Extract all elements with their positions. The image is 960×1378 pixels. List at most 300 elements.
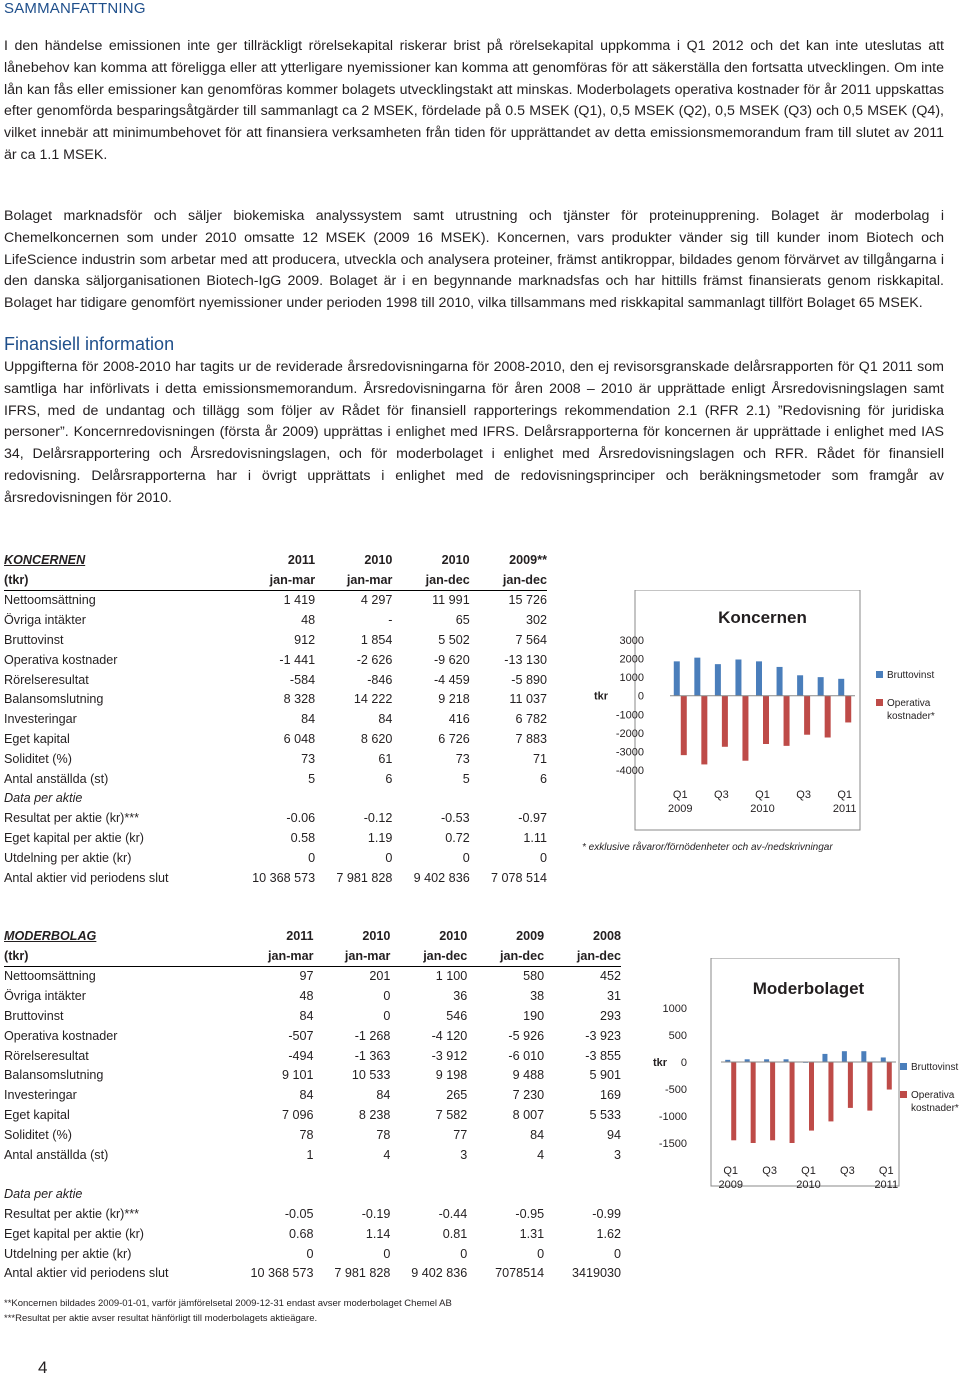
footnote-2: ***Resultat per aktie avser resultat hänförligt till moderbolagets aktieägare. — [4, 1313, 318, 1324]
row-label: Balansomslutning — [4, 692, 104, 707]
table-row — [4, 1105, 621, 1125]
row-label: Operativa kostnader — [4, 1028, 118, 1043]
table-row — [4, 986, 621, 1006]
cell-value: 4 — [537, 1147, 545, 1162]
cell-value: -0.44 — [438, 1207, 468, 1222]
cell-value: 1 100 — [435, 969, 468, 984]
period-header: jan-dec — [544, 946, 621, 966]
bar-operativa-kostnader — [770, 1062, 775, 1140]
cell-value: 6 782 — [515, 712, 547, 727]
x-tick-label: Q1 — [837, 789, 853, 801]
bar-operativa-kostnader — [731, 1062, 736, 1140]
cell-value: 3 — [613, 1147, 621, 1162]
cell-value: -5 926 — [508, 1028, 545, 1043]
cell-value: 5 901 — [589, 1068, 621, 1083]
year-header: 2010 — [362, 928, 391, 943]
bar-operativa-kostnader — [790, 1062, 795, 1143]
table-period-row — [4, 570, 547, 590]
table-row — [4, 670, 547, 690]
moderbolag-table — [4, 926, 621, 1283]
x-tick-label-year: 2011 — [832, 803, 857, 815]
table-row — [4, 1066, 621, 1086]
bar-bruttovinst — [797, 675, 803, 695]
row-label: Antal anställda (st) — [4, 1147, 109, 1162]
row-label: Utdelning per aktie (kr) — [4, 850, 132, 865]
cell-value: -0.19 — [361, 1207, 391, 1222]
cell-value: 36 — [453, 989, 468, 1004]
year-header: 2009 — [516, 928, 545, 943]
cell-value: 1.19 — [367, 831, 393, 846]
cell-value: 0.68 — [289, 1226, 314, 1241]
x-tick-label: Q3 — [762, 1165, 777, 1177]
cell-value: 0 — [460, 1246, 468, 1261]
cell-value — [238, 789, 315, 809]
cell-value: 31 — [606, 989, 621, 1004]
cell-value: -494 — [288, 1048, 314, 1063]
cell-value: -4 459 — [433, 672, 470, 687]
cell-value: 48 — [299, 989, 314, 1004]
table-row — [4, 729, 547, 749]
bar-operativa-kostnader — [751, 1062, 756, 1143]
cell-value: 7 230 — [512, 1088, 545, 1103]
chart-footnote: * exklusive råvaror/förnödenheter och av-/nedskrivningar — [582, 842, 833, 853]
table-row — [4, 610, 547, 630]
koncernen-table — [4, 550, 547, 888]
x-tick-label: Q1 — [723, 1165, 739, 1177]
cell-value: -4 120 — [431, 1028, 468, 1043]
table-row — [4, 690, 547, 710]
row-label: Nettoomsättning — [4, 593, 96, 608]
legend-label: Operativa — [911, 1090, 955, 1101]
section-title: SAMMANFATTNING — [4, 0, 146, 17]
legend-swatch — [900, 1063, 907, 1070]
row-label: Bruttovinst — [4, 1009, 64, 1024]
legend-swatch — [876, 699, 883, 706]
cell-value: 9 101 — [282, 1068, 314, 1083]
cell-value: -0.99 — [592, 1207, 621, 1222]
period-header: jan-dec — [392, 570, 469, 590]
cell-value — [390, 1184, 467, 1204]
table-row — [4, 848, 547, 868]
cell-value: -0.53 — [440, 811, 470, 826]
cell-value — [544, 1184, 621, 1204]
cell-value: -9 620 — [433, 652, 470, 667]
cell-value: -2 626 — [356, 652, 393, 667]
row-label: Soliditet (%) — [4, 1127, 72, 1142]
row-label: Antal aktier vid periodens slut — [4, 1266, 169, 1281]
cell-value: 0 — [537, 1246, 545, 1261]
y-tick-label: -4000 — [615, 765, 644, 777]
cell-value: 9 488 — [512, 1068, 545, 1083]
x-tick-label: Q1 — [801, 1165, 816, 1177]
cell-value: 9 198 — [435, 1068, 468, 1083]
table-row — [4, 1165, 621, 1185]
cell-value: -1 363 — [354, 1048, 391, 1063]
row-label: Antal aktier vid periodens slut — [4, 870, 169, 885]
x-tick-label-year: 2010 — [796, 1179, 821, 1191]
table-title: KONCERNEN — [4, 552, 86, 567]
y-tick-label: -1500 — [658, 1138, 687, 1150]
x-tick-label-year: 2010 — [750, 803, 775, 815]
cell-value: 0 — [385, 850, 393, 865]
y-tick-label: 2000 — [619, 653, 644, 666]
cell-value: 7 883 — [515, 732, 547, 747]
row-label: Eget kapital — [4, 1108, 70, 1123]
cell-value: 15 726 — [508, 593, 547, 608]
cell-value: 0 — [306, 1246, 314, 1261]
cell-value — [392, 789, 469, 809]
cell-value: 201 — [369, 969, 391, 984]
year-header: 2010 — [441, 552, 470, 567]
y-tick-label: -1000 — [658, 1111, 687, 1123]
cell-value: 5 — [308, 771, 316, 786]
row-label: Eget kapital per aktie (kr) — [4, 831, 144, 846]
koncernen-chart — [580, 590, 960, 845]
cell-value: 8 328 — [283, 692, 316, 707]
table-row — [4, 1184, 621, 1204]
table-row — [4, 789, 547, 809]
cell-value: -3 923 — [585, 1028, 621, 1043]
y-tick-label: 3000 — [619, 635, 644, 647]
bar-operativa-kostnader — [809, 1062, 814, 1131]
table-title: MODERBOLAG — [4, 928, 97, 943]
cell-value: -3 855 — [585, 1048, 621, 1063]
row-label: Balansomslutning — [4, 1068, 104, 1083]
cell-value: 452 — [599, 969, 621, 984]
row-label: Investeringar — [4, 1088, 77, 1103]
cell-value: 9 218 — [438, 692, 470, 707]
y-tick-label: 0 — [680, 1057, 687, 1069]
paragraph-2: Bolaget marknadsför och säljer biokemiska analyssystem samt utrustning och tjänster för proteinupprening. Bolaget är moderbolag i Chemelkoncernen som under 2010 omsatte 12 MSEK (2009 16 MSEK). Koncernen, vars produkter vänder sig till kunder inom Biotech och LifeScience industrin som arbetar med att producera, utveckla och analysera proteiner, främst antikroppar, bildades genom förvärvet av tillgångarna i den danska säljorganisationen Biotech-IgG 2009. Bolaget är i en begynnande marknadsfas och har hittills främst finansierats genom riskkapital. Bolaget har tidigare genomfört nyemissioner under perioden 1998 till 2010, vilka tillsammans med riskkapital sammanlagt tillfört Bolaget 65 MSEK. — [4, 208, 944, 312]
cell-value — [237, 1184, 314, 1204]
cell-value: 190 — [523, 1009, 545, 1024]
legend-swatch — [876, 671, 883, 678]
period-header: jan-dec — [470, 570, 547, 590]
table-header-row — [4, 550, 547, 570]
cell-value — [314, 1165, 391, 1185]
cell-value: 1 419 — [283, 593, 316, 608]
cell-value — [470, 789, 547, 809]
cell-value: -0.05 — [284, 1207, 314, 1222]
cell-value — [467, 1184, 544, 1204]
year-header: 2008 — [592, 928, 621, 943]
bar-operativa-kostnader — [701, 696, 707, 765]
table-row — [4, 590, 547, 610]
cell-value: 1 — [306, 1147, 314, 1162]
year-header: 2009** — [509, 552, 547, 567]
unit-header: (tkr) — [4, 570, 238, 590]
cell-value: 48 — [301, 613, 316, 628]
period-header: jan-mar — [237, 946, 314, 966]
period-header: jan-dec — [467, 946, 544, 966]
cell-value: 7 564 — [515, 633, 547, 648]
bar-operativa-kostnader — [887, 1062, 892, 1090]
cell-value: -0.95 — [515, 1207, 545, 1222]
row-label: Data per aktie — [4, 791, 83, 806]
table-row — [4, 1006, 621, 1026]
row-label: Rörelseresultat — [4, 672, 89, 687]
x-tick-label-year: 2009 — [718, 1179, 743, 1191]
table-row — [4, 808, 547, 828]
bar-bruttovinst — [838, 679, 844, 696]
cell-value: 3419030 — [571, 1266, 621, 1281]
bar-bruttovinst — [842, 1051, 847, 1062]
cell-value: 5 — [462, 771, 470, 786]
cell-value: 10 533 — [351, 1068, 391, 1083]
period-header: jan-dec — [390, 946, 467, 966]
table-row — [4, 650, 547, 670]
cell-value: 293 — [599, 1009, 621, 1024]
legend-label-cont: kostnader* — [887, 711, 935, 722]
table-row — [4, 1125, 621, 1145]
cell-value — [314, 1184, 391, 1204]
cell-value: 0 — [462, 850, 470, 865]
cell-value: 8 620 — [360, 732, 393, 747]
cell-value: 5 533 — [589, 1108, 621, 1123]
cell-value: 73 — [301, 751, 316, 766]
cell-value: 71 — [532, 751, 547, 766]
cell-value: 9 402 836 — [413, 870, 470, 885]
row-label: Rörelseresultat — [4, 1048, 89, 1063]
cell-value: -5 890 — [511, 672, 547, 687]
finansiell-heading: Finansiell information — [4, 334, 175, 354]
table-row — [4, 828, 547, 848]
cell-value: 78 — [299, 1127, 314, 1142]
cell-value: 0 — [613, 1246, 621, 1261]
row-label: Antal anställda (st) — [4, 771, 109, 786]
cell-value: 546 — [446, 1009, 468, 1024]
cell-value: 169 — [599, 1088, 621, 1103]
cell-value: 4 297 — [360, 593, 393, 608]
bar-operativa-kostnader — [867, 1062, 872, 1111]
cell-value: 0 — [383, 1009, 391, 1024]
x-tick-label: Q3 — [714, 789, 729, 801]
cell-value: 10 368 573 — [252, 870, 316, 885]
legend-label: Bruttovinst — [911, 1062, 959, 1073]
period-header: jan-mar — [314, 946, 391, 966]
cell-value: 3 — [460, 1147, 468, 1162]
cell-value: 0.81 — [442, 1226, 468, 1241]
cell-value: 77 — [453, 1127, 468, 1142]
cell-value: 1 854 — [360, 633, 393, 648]
x-tick-label-year: 2009 — [668, 803, 693, 815]
bar-operativa-kostnader — [742, 696, 748, 761]
bar-bruttovinst — [818, 677, 824, 696]
bar-operativa-kostnader — [845, 696, 851, 723]
cell-value: 84 — [378, 712, 393, 727]
row-label: Utdelning per aktie (kr) — [4, 1246, 132, 1261]
cell-value: 912 — [294, 633, 316, 648]
cell-value: 65 — [455, 613, 470, 628]
cell-value: 7 981 828 — [334, 1266, 391, 1281]
bar-operativa-kostnader — [763, 696, 769, 744]
cell-value: 302 — [525, 613, 547, 628]
cell-value: 8 238 — [358, 1108, 391, 1123]
cell-value: 10 368 573 — [250, 1266, 314, 1281]
table-row — [4, 1026, 621, 1046]
cell-value: 9 402 836 — [411, 1266, 468, 1281]
cell-value: -1 441 — [279, 652, 316, 667]
cell-value: 11 991 — [432, 593, 470, 608]
cell-value: -507 — [288, 1028, 314, 1043]
table-row — [4, 1224, 621, 1244]
cell-value: - — [388, 613, 393, 628]
cell-value: 84 — [299, 1088, 314, 1103]
y-tick-label: -500 — [664, 1084, 687, 1096]
cell-value: 73 — [455, 751, 470, 766]
cell-value: 1.62 — [596, 1226, 621, 1241]
y-axis-label: tkr — [653, 1057, 668, 1069]
x-tick-label: Q1 — [755, 789, 770, 801]
cell-value: 6 — [539, 771, 547, 786]
cell-value: 84 — [299, 1009, 314, 1024]
cell-value: -13 130 — [504, 652, 547, 667]
row-label: Eget kapital — [4, 732, 70, 747]
bar-operativa-kostnader — [722, 696, 728, 747]
legend-label-cont: kostnader* — [911, 1103, 959, 1114]
cell-value — [390, 1165, 467, 1185]
chart-title: Koncernen — [718, 608, 807, 627]
period-header: jan-mar — [315, 570, 392, 590]
bar-bruttovinst — [715, 664, 721, 696]
row-label: Övriga intäkter — [4, 613, 86, 628]
table-row — [4, 630, 547, 650]
row-label: Övriga intäkter — [4, 989, 86, 1004]
cell-value: -1 268 — [354, 1028, 391, 1043]
row-label: Soliditet (%) — [4, 751, 72, 766]
bar-bruttovinst — [735, 660, 741, 696]
cell-value: 0.72 — [445, 831, 470, 846]
bar-bruttovinst — [777, 667, 783, 696]
y-tick-label: -3000 — [615, 746, 644, 759]
bar-operativa-kostnader — [828, 1062, 833, 1121]
y-tick-label: -1000 — [615, 709, 644, 722]
cell-value: 7 096 — [282, 1108, 314, 1123]
cell-value: 97 — [299, 969, 314, 984]
bar-operativa-kostnader — [784, 696, 790, 746]
bar-operativa-kostnader — [804, 696, 810, 735]
period-header: jan-mar — [238, 570, 315, 590]
bar-operativa-kostnader — [848, 1062, 853, 1108]
cell-value: 6 — [385, 771, 393, 786]
cell-value — [467, 1165, 544, 1185]
cell-value: 7 078 514 — [490, 870, 547, 885]
cell-value: 580 — [523, 969, 545, 984]
x-tick-label-year: 2011 — [874, 1179, 899, 1191]
cell-value: 1.31 — [519, 1226, 545, 1241]
row-label: Operativa kostnader — [4, 652, 118, 667]
cell-value: 0 — [383, 989, 391, 1004]
cell-value: 6 048 — [283, 732, 316, 747]
unit-header: (tkr) — [4, 946, 237, 966]
cell-value: 265 — [446, 1088, 468, 1103]
cell-value: 0 — [308, 850, 316, 865]
table-row — [4, 1046, 621, 1066]
cell-value: 84 — [530, 1127, 545, 1142]
row-label: Data per aktie — [4, 1187, 83, 1202]
row-label — [4, 1165, 237, 1185]
table-row — [4, 1264, 621, 1284]
cell-value — [544, 1165, 621, 1185]
row-label: Resultat per aktie (kr)*** — [4, 1207, 140, 1222]
bar-bruttovinst — [674, 661, 680, 695]
cell-value: 1.14 — [365, 1226, 391, 1241]
cell-value: 7078514 — [495, 1266, 545, 1281]
cell-value: -3 912 — [431, 1048, 468, 1063]
year-header: 2011 — [287, 552, 316, 567]
cell-value: 14 222 — [353, 692, 393, 707]
cell-value: -0.12 — [363, 811, 393, 826]
cell-value: 7 981 828 — [336, 870, 393, 885]
x-tick-label: Q3 — [796, 789, 811, 801]
y-tick-label: 500 — [668, 1030, 687, 1042]
cell-value: -6 010 — [508, 1048, 545, 1063]
bar-bruttovinst — [881, 1057, 886, 1062]
bar-operativa-kostnader — [825, 696, 831, 738]
y-tick-label: -2000 — [615, 727, 644, 740]
cell-value: 84 — [301, 712, 316, 727]
cell-value: -846 — [367, 672, 393, 687]
table-row — [4, 1204, 621, 1224]
cell-value: 0 — [383, 1246, 391, 1261]
cell-value: 84 — [376, 1088, 391, 1103]
cell-value: 0 — [539, 850, 547, 865]
x-tick-label: Q1 — [878, 1165, 894, 1177]
table-row — [4, 709, 547, 729]
legend-label: Bruttovinst — [887, 670, 935, 681]
legend-label: Operativa — [887, 698, 931, 709]
cell-value: 6 726 — [438, 732, 470, 747]
bar-bruttovinst — [694, 658, 700, 696]
y-tick-label: 1000 — [662, 1003, 687, 1015]
cell-value: 38 — [530, 989, 545, 1004]
y-tick-label: 1000 — [619, 672, 644, 685]
cell-value — [237, 1165, 314, 1185]
bar-bruttovinst — [861, 1051, 866, 1062]
y-axis-label: tkr — [594, 690, 609, 703]
paragraph-1: I den händelse emissionen inte ger tillräckligt rörelsekapital riskerar brist på rörelsekapital uppkomma i Q1 2012 och det kan inte uteslutas att lånebehov kan komma att föreligga eller att ytterligare nyemissioner kan komma att genomföras för att säkerställa den fortsatta utvecklingen. Om inte lån kan fås eller emissioner kan genomföras kommer bolagets utvecklingstakt att minskas. Moderbolagets operativa kostnader för år 2011 uppskattas efter genomförda besparingsåtgärder till sammanlagt ca 2 MSEK, fördelade på 0.5 MSEK (Q1), 0,5 MSEK (Q2), 0,5 MSEK (Q3) och 0,5 MSEK (Q4), vilket innebär att minimumbehovet för att finansiera verksamheten från tiden för upprättandet av detta emissionsmemorandum fram till slutet av 2011 är ca 1.1 MSEK. — [4, 38, 944, 163]
legend-swatch — [900, 1091, 907, 1098]
cell-value: -0.06 — [286, 811, 316, 826]
cell-value: -584 — [289, 672, 316, 687]
cell-value: 7 582 — [435, 1108, 468, 1123]
table-header-row — [4, 926, 621, 946]
row-label: Eget kapital per aktie (kr) — [4, 1226, 144, 1241]
table-row — [4, 868, 547, 888]
x-tick-label: Q1 — [672, 789, 688, 801]
table-period-row — [4, 946, 621, 966]
chart-title: Moderbolaget — [752, 979, 865, 998]
year-header: 2010 — [439, 928, 468, 943]
row-label: Investeringar — [4, 712, 77, 727]
row-label: Resultat per aktie (kr)*** — [4, 811, 140, 826]
cell-value: 78 — [376, 1127, 391, 1142]
table-row — [4, 769, 547, 789]
year-header: 2010 — [364, 552, 393, 567]
cell-value: 4 — [383, 1147, 391, 1162]
year-header: 2011 — [286, 928, 314, 943]
table-row — [4, 1244, 621, 1264]
bar-bruttovinst — [822, 1054, 827, 1062]
moderbolaget-chart — [645, 958, 960, 1193]
cell-value: 8 007 — [512, 1108, 545, 1123]
table-row — [4, 749, 547, 769]
table-row — [4, 1085, 621, 1105]
cell-value: 0.58 — [290, 831, 316, 846]
cell-value: 61 — [378, 751, 393, 766]
footnote-1: **Koncernen bildades 2009-01-01, varför jämförelsetal 2009-12-31 endast avser moderbolaget Chemel AB — [4, 1298, 452, 1309]
finansiell-text: Uppgifterna för 2008-2010 har tagits ur de reviderade årsredovisningarna för 2008-2010, den ej revisorsgranskade delårsrapporten för Q1 2011 som samtliga har införlivats i detta emissionsmemorandum. Årsredovisningarna för åren 2008 – 2010 är upprättade enligt Årsredovisningslagen samt IFRS, med de undantag och tillägg som följer av Rådet för finansiell rapporterings rekommendation 2.1 (RFR 2.1) ”Redovisning för juridiska personer”. Koncernredovisningen (första år 2009) upprättas i enlighet med IFRS. Delårsrapporterna för koncernen är upprättade i enlighet med IAS 34, Delårsrapportering och Årsredovisningslagen, och för moderbolaget i enlighet med Årsredovisningslagen och RFR. Rådet för finansiell redovisning. Delårsrapporterna har i övrigt upprättats i enlighet med de redovisningsprinciper och beräkningsmetoder som framgår av årsredovisningen för 2010. — [4, 359, 944, 506]
